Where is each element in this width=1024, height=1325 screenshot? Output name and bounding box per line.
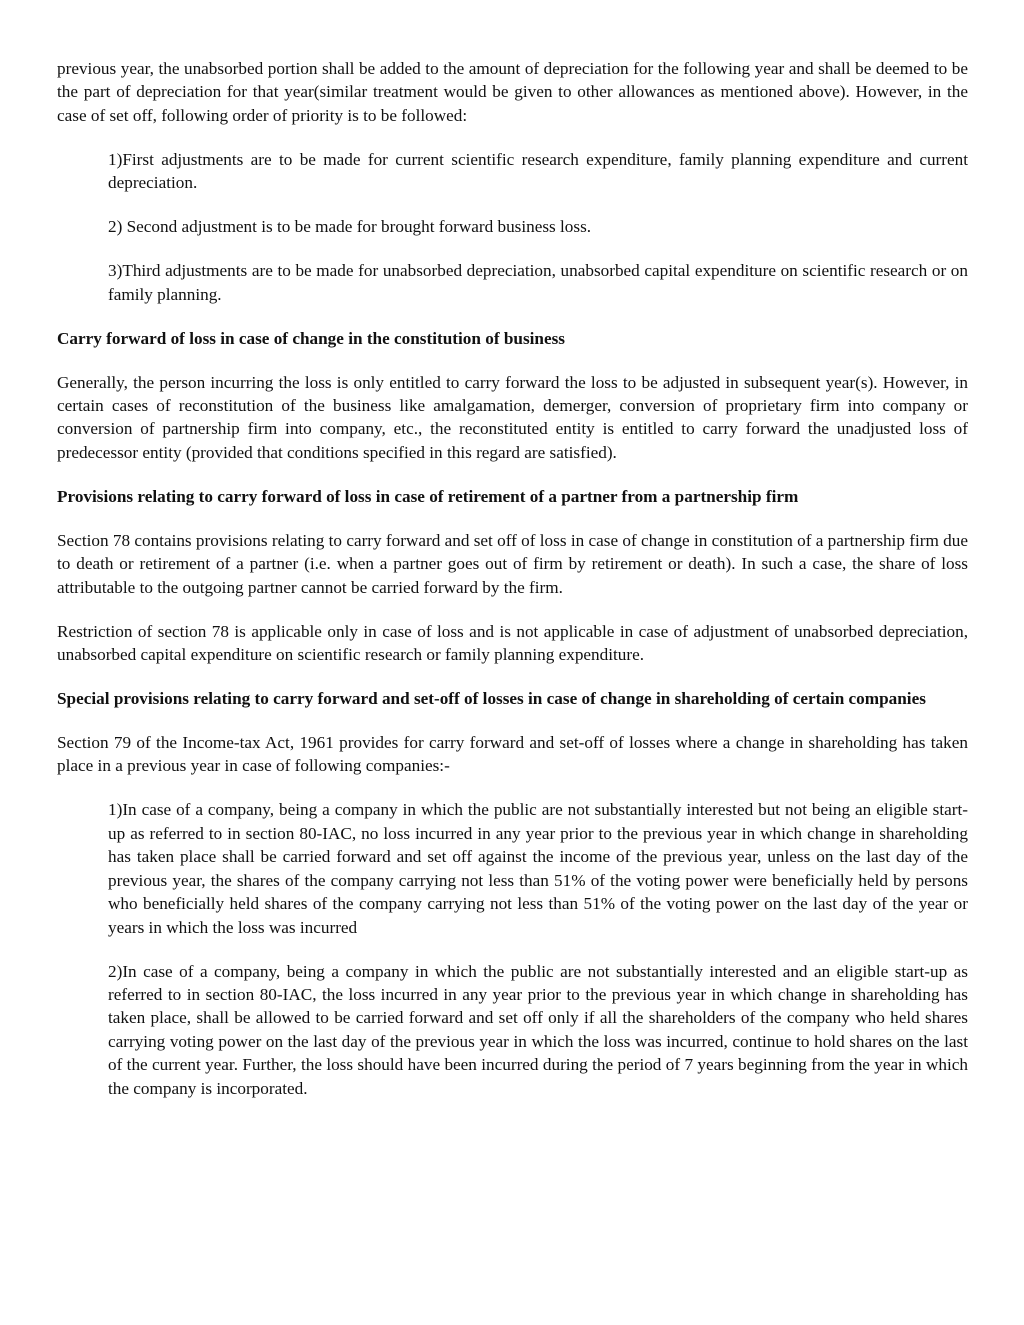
heading-shareholding-change: Special provisions relating to carry forward and set-off of losses in case of change in shareholding of certain companies [57,689,926,709]
heading-partner-retirement: Provisions relating to carry forward of loss in case of retirement of a partner from a partnership firm [57,486,799,506]
heading-constitution-change: Carry forward of loss in case of change in the constitution of business [57,328,565,348]
document-page [57,57,968,1121]
list-item-eligible-startup: 2)In case of a company, being a company in which the public are not substantially interested and an eligible start-up as referred to in section 80-IAC, the loss incurred in any year prior to the previous year in which change in shareholding has taken place, shall be allowed to be carried forward and set off only if all the shareholders of the company who held shares carrying voting power on the last day of the previous year in which the loss was incurred, continue to hold shares on the last of the current year. Further, the loss should have been incurred during the period of 7 years beginning from the year in which the company is incorporated. [108,961,968,1098]
list-item-first-adjustment: 1)First adjustments are to be made for current scientific research expenditure, family planning expenditure and current depreciation. [108,149,968,193]
paragraph-depreciation-priority: previous year, the unabsorbed portion shall be added to the amount of depreciation for the following year and shall be deemed to be the part of depreciation for that year(similar treatment would be given to other allowances as mentioned above). However, in the case of set off, following order of priority is to be followed: [57,59,968,125]
paragraph-section-78-restriction: Restriction of section 78 is applicable only in case of loss and is not applicable in case of adjustment of unabsorbed depreciation, unabsorbed capital expenditure on scientific research or family planning expenditure. [57,621,968,665]
paragraph-section-79: Section 79 of the Income-tax Act, 1961 provides for carry forward and set-off of losses where a change in shareholding has taken place in a previous year in case of following companies:- [57,733,968,776]
paragraph-reconstitution: Generally, the person incurring the loss is only entitled to carry forward the loss to be adjusted in subsequent year(s). However, in certain cases of reconstitution of the business like amalgamation, demerger, conversion of proprietary firm into company or conversion of partnership firm into company, etc., the reconstituted entity is entitled to carry forward the unadjusted loss of predecessor entity (provided that conditions specified in this regard are satisfied). [57,372,968,462]
list-item-closely-held-company: 1)In case of a company, being a company in which the public are not substantially interested but not being an eligible start-up as referred to in section 80-IAC, no loss incurred in any year prior to the previous year in which change in shareholding has taken place shall be carried forward and set off against the income of the previous year, unless on the last day of the previous year, the shares of the company carrying not less than 51% of the voting power were beneficially held by persons who beneficially held shares of the company carrying not less than 51% of the voting power on the last day of the year or years in which the loss was incurred [108,800,968,937]
list-item-second-adjustment: 2) Second adjustment is to be made for brought forward business loss. [108,217,592,237]
paragraph-section-78: Section 78 contains provisions relating to carry forward and set off of loss in case of change in constitution of a partnership firm due to death or retirement of a partner (i.e. when a partner goes out of firm by retirement or death). In such a case, the share of loss attributable to the outgoing partner cannot be carried forward by the firm. [57,530,968,597]
list-item-third-adjustment: 3)Third adjustments are to be made for unabsorbed depreciation, unabsorbed capital expenditure on scientific research or on family planning. [108,261,968,304]
